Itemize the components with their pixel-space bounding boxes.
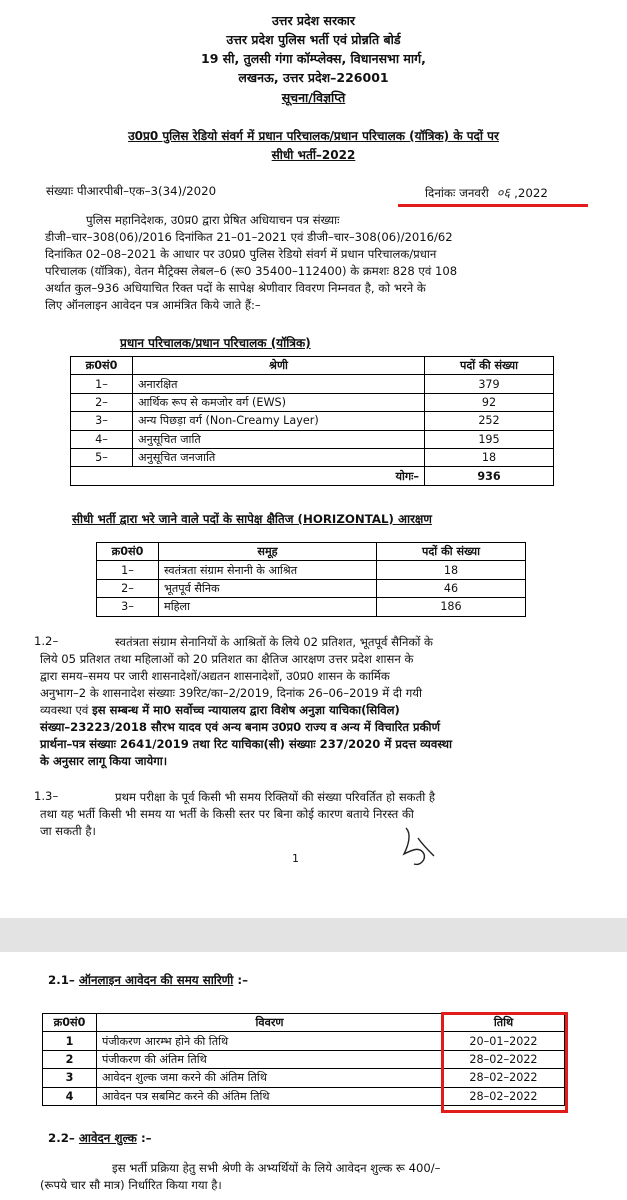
notice-label: सूचना/विज्ञप्ति [281,90,346,105]
intro-line-5: अर्थात कुल–936 अधियाचित रिक्त पदों के सापेक्ष श्रेणीवार विवरण निम्नवत है, को भरने के [45,281,426,295]
dates-highlight-box [441,1012,568,1113]
date-underline-highlight [398,204,588,207]
para-1-3-line-1: प्रथम परीक्षा के पूर्व किसी भी समय रिक्तियों की संख्या परिवर्तित हो सकती है [115,790,436,804]
cell-description: पंजीकरण की अंतिम तिथि [97,1050,443,1068]
cell-date: 28–02–2022 [443,1069,565,1087]
cell-serial: 4– [71,430,133,448]
cell-group: भूतपूर्व सैनिक [159,579,377,597]
header-city: लखनऊ, उत्तर प्रदेश–226001 [238,70,389,85]
para-1-2-line-5-bold: इस सम्बन्ध में मा0 सर्वोच्च न्यायालय द्वारा विशेष अनुज्ञा याचिका(सिविल) [92,703,400,717]
header-board: उत्तर प्रदेश पुलिस भर्ती एवं प्रोन्नति बोर्ड [226,32,401,47]
cell-description: आवेदन पत्र सबमिट करने की अंतिम तिथि [97,1087,443,1105]
page-number: 1 [292,852,299,865]
para-1-2-line-4: अनुभाग–2 के शासनादेश संख्याः 39रिट/का–2/2019, दिनांक 26–06–2019 में दी गयी [40,686,422,700]
signature-mark [398,824,438,870]
total-value: 936 [425,467,554,485]
cell-group: स्वतंत्रता संग्राम सेनानी के आश्रित [159,561,377,579]
notice-title: उ0प्र0 पुलिस रेडियो संवर्ग में प्रधान परिचालक/प्रधान परिचालक (यॉत्रिक) के पदों पर [128,129,499,143]
fee-line-2: (रूपये चार सौ मात्र) निर्धारित किया गया है। [40,1178,222,1192]
section-2-2-heading [48,1130,152,1146]
section-2-2-number: 2.2– [48,1131,79,1145]
section-2-1-number: 2.1– [48,973,79,987]
total-label: योगः– [71,467,425,485]
col-posts: पदों की संख्या [377,543,526,561]
intro-line-1: पुलिस महानिदेशक, उ0प्र0 द्वारा प्रेषित अधियाचन पत्र संख्याः [86,213,340,227]
table-row [97,561,526,579]
table-row [71,375,554,393]
table2-caption: सीधी भर्ती द्वारा भरे जाने वाले पदों के सापेक्ष क्षैतिज (HORIZONTAL) आरक्षण [72,512,432,526]
date-year: ,2022 [514,186,548,200]
intro-line-4: परिचालक (यॉत्रिक), वेतन मैट्रिक्स लेबल–6 (रू0 35400–112400) के क्रमशः 828 एवं 108 [45,264,458,278]
col-serial: क्र0सं0 [71,357,133,375]
date-day-handwritten: ०६ [496,186,511,201]
reference-number: संख्याः पीआरपीबी–एक–3(34)/2020 [46,184,217,198]
table-row [97,598,526,616]
cell-category: अनुसूचित जनजाति [133,448,425,466]
section-2-2-suffix: :– [136,1131,152,1145]
cell-description: आवेदन शुल्क जमा करने की अंतिम तिथि [97,1069,443,1087]
col-serial: क्र0सं0 [43,1014,97,1032]
cell-date: 20–01–2022 [443,1032,565,1050]
page-separator [0,918,627,952]
cell-serial: 2– [97,579,159,597]
para-1-3-line-2: तथा यह भर्ती किसी भी समय या भर्ती के किसी स्तर पर बिना कोई कारण बताये निरस्त की [40,807,414,821]
cell-posts: 92 [425,393,554,411]
table1-caption: प्रधान परिचालक/प्रधान परिचालक (यॉत्रिक) [120,336,311,350]
col-group: समूह [159,543,377,561]
table-header-row [71,357,554,375]
notice-date [425,183,548,201]
cell-serial: 3– [97,598,159,616]
cell-date: 28–02–2022 [443,1050,565,1068]
cell-serial: 3– [71,412,133,430]
col-category: श्रेणी [133,357,425,375]
cell-category: अनुसूचित जाति [133,430,425,448]
date-label: दिनांकः जनवरी [425,186,489,200]
intro-line-6: लिए ऑनलाइन आवेदन पत्र आमंत्रित किये जाते हैं:– [45,298,261,312]
intro-line-3: दिनांकित 02–08–2021 के आधार पर उ0प्र0 पुलिस रेडियो संवर्ग में प्रधान परिचालक/प्रधान [45,247,437,261]
para-1-2-line-1: स्वतंत्रता संग्राम सेनानियों के आश्रितों के लिये 02 प्रतिशत, भूतपूर्व सैनिकों के [115,635,433,649]
table-row [71,412,554,430]
cell-posts: 195 [425,430,554,448]
para-1-2-number: 1.2– [34,634,59,648]
col-description: विवरण [97,1014,443,1032]
notice-title-year: सीधी भर्ती–2022 [271,148,356,162]
cell-serial: 1– [71,375,133,393]
cell-category: अन्य पिछड़ा वर्ग (Non-Creamy Layer) [133,412,425,430]
cell-posts: 18 [377,561,526,579]
para-1-2-line-6: संख्या–23223/2018 सौरभ यादव एवं अन्य बनाम उ0प्र0 राज्य व अन्य में विचारित प्रकीर्ण [40,720,440,734]
cell-serial: 3 [43,1069,97,1087]
para-1-2-line-8: के अनुसार लागू किया जायेगा। [40,754,168,768]
col-date: तिथि [443,1014,565,1032]
header-government: उत्तर प्रदेश सरकार [271,13,356,28]
para-1-2-line-5 [40,702,582,719]
cell-posts: 18 [425,448,554,466]
cell-group: महिला [159,598,377,616]
horizontal-reservation-table [96,542,526,617]
table-row [71,393,554,411]
intro-line-2: डीजी–चार–308(06)/2016 दिनांकित 21–01–2021 एवं डीजी–चार–308(06)/2016/62 [45,230,453,244]
para-1-2-line-2: लिये 05 प्रतिशत तथा महिलाओं को 20 प्रतिशत का क्षैतिज आरक्षण उत्तर प्रदेश शासन के [40,652,414,666]
col-serial: क्र0सं0 [97,543,159,561]
header-address: 19 सी, तुलसी गंगा कॉम्प्लेक्स, विधानसभा मार्ग, [201,51,426,66]
cell-serial: 2– [71,393,133,411]
section-2-1-heading [48,972,248,988]
cell-posts: 252 [425,412,554,430]
section-2-1-title: ऑनलाइन आवेदन की समय सारिणी [78,973,234,987]
para-1-3-line-3: जा सकती है। [40,824,96,838]
cell-posts: 46 [377,579,526,597]
col-posts: पदों की संख्या [425,357,554,375]
para-1-3-number: 1.3– [34,789,59,803]
table-row [97,579,526,597]
fee-line-1: इस भर्ती प्रक्रिया हेतु सभी श्रेणी के अभ्यर्थियों के लिये आवेदन शुल्क रू 400/– [112,1161,441,1175]
para-1-2-line-7: प्रार्थना–पत्र संख्याः 2641/2019 तथा रिट याचिका(सी) संख्याः 237/2020 में प्रदत्त व्यवस्था [40,737,453,751]
table-row [71,448,554,466]
cell-serial: 1 [43,1032,97,1050]
cell-serial: 5– [71,448,133,466]
section-2-1-suffix: :– [233,973,248,987]
table-row [71,430,554,448]
category-table [70,356,554,486]
para-1-2-line-5-plain: व्यवस्था एवं [40,703,93,717]
table-header-row [97,543,526,561]
cell-category: आर्थिक रूप से कमजोर वर्ग (EWS) [133,393,425,411]
cell-date: 28–02–2022 [443,1087,565,1105]
cell-serial: 2 [43,1050,97,1068]
cell-serial: 1– [97,561,159,579]
cell-category: अनारक्षित [133,375,425,393]
para-1-2-line-3: द्वारा समय–समय पर जारी शासनादेशों/अद्यतन शासनादेशों, उ0प्र0 शासन के कार्मिक [40,669,390,683]
table-total-row [71,467,554,485]
section-2-2-title: आवेदन शुल्क [78,1131,137,1145]
cell-serial: 4 [43,1087,97,1105]
cell-posts: 379 [425,375,554,393]
cell-description: पंजीकरण आरम्भ होने की तिथि [97,1032,443,1050]
cell-posts: 186 [377,598,526,616]
